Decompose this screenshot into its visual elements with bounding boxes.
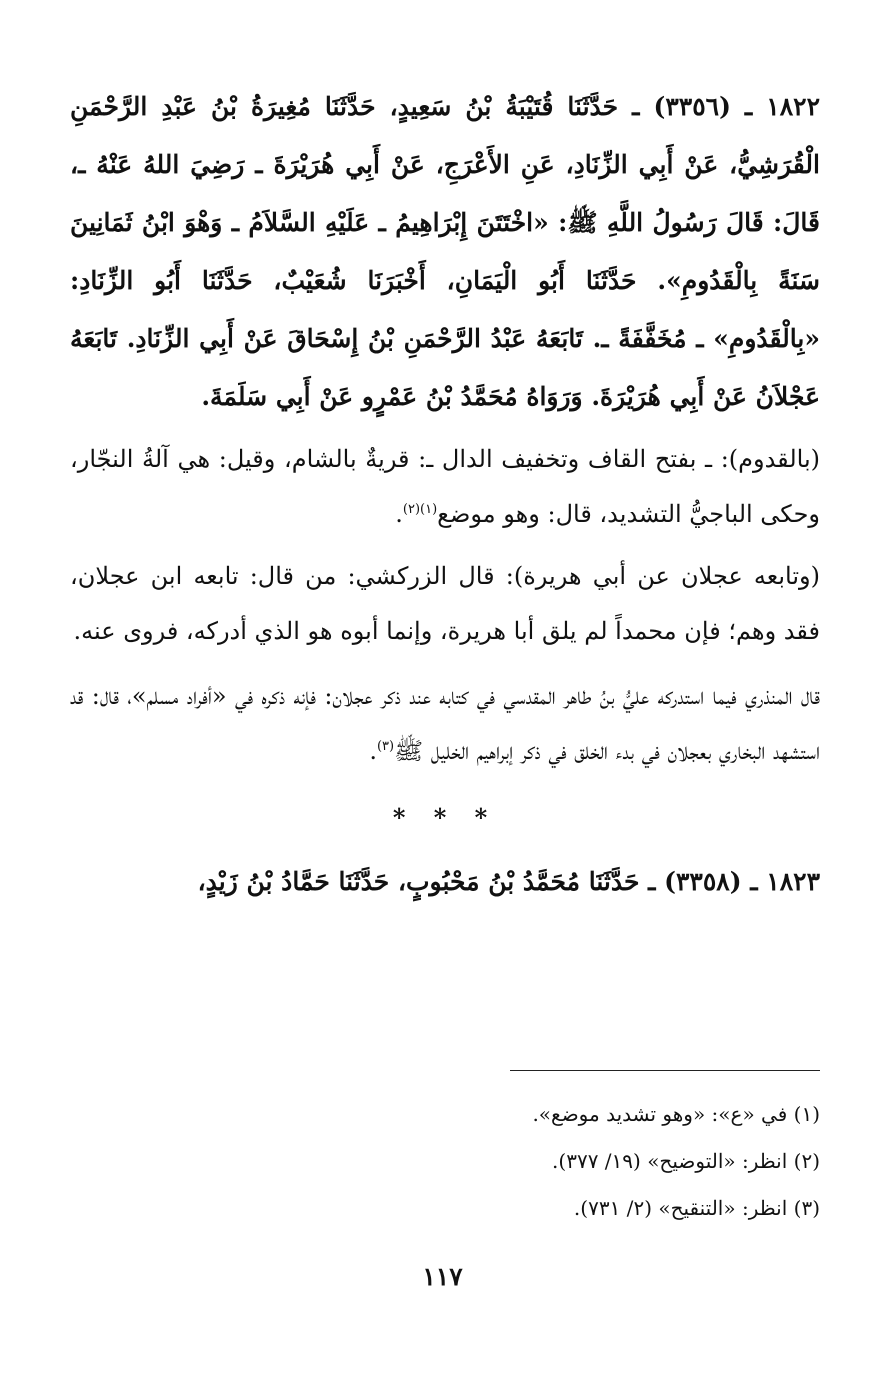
- page-number: ١١٧: [422, 1262, 463, 1291]
- commentary-paragraph-2: (وتابعه عجلان عن أبي هريرة): قال الزركشي: من قال: تابعه ابن عجلان، فقد وهم؛ فإن محمداً لم يلق أبا هريرة، وإنما أبوه هو الذي أدركه، فروى عنه.: [70, 562, 820, 645]
- footnote-marker-1-2: (١)(٢): [402, 502, 438, 517]
- commentary-1-text: (بالقدوم): ـ بفتح القاف وتخفيف الدال ـ: قريةٌ بالشام، وقيل: هي آلةُ النجّار، وحكى الباجيُّ التشديد، قال: وهو موضع: [70, 445, 820, 528]
- footnote-3: (٣) انظر: «التنقيح» (٢/ ٧٣١).: [573, 1196, 820, 1220]
- footnote-divider: [510, 1070, 820, 1071]
- hadith-1823-text: ١٨٢٣ ـ (٣٣٥٨) ـ حَدَّثَنَا مُحَمَّدُ بْنُ مَحْبُوبٍ، حَدَّثَنَا حَمَّادُ بْنُ زَيْدٍ،: [197, 867, 820, 896]
- commentary-3-text: قال المنذري فيما استدركه عليُّ بنُ طاهر المقدسي في كتابه عند ذكر عجلان: فإنه ذكره في «أفراد مسلم»، قال: قد استشهد البخاري بعجلان في بدء الخلق في ذكر إبراهيم الخليل ﷺ: [70, 682, 820, 765]
- footnote-marker-3: (٣): [376, 739, 395, 754]
- commentary-paragraph-1: [70, 432, 820, 542]
- commentary-paragraph-3: [70, 669, 820, 779]
- section-separator: * * *: [392, 803, 498, 832]
- commentary-1-tail: .: [395, 500, 403, 528]
- footnote-2: (٢) انظر: «التوضيح» (١٩/ ٣٧٧).: [552, 1149, 820, 1173]
- footnotes: [70, 1091, 820, 1232]
- hadith-1822-text: ١٨٢٢ ـ (٣٣٥٦) ـ حَدَّثَنَا قُتَيْبَةُ بْنُ سَعِيدٍ، حَدَّثَنَا مُغِيرَةُ بْنُ عَبْدِ الرَّحْمَنِ الْقُرَشِيُّ، عَنْ أَبِي الزِّنَادِ، عَنِ الأَعْرَجِ، عَنْ أَبِي هُرَيْرَةَ ـ رَضِيَ اللهُ عَنْهُ ـ، قَالَ: قَالَ رَسُولُ اللَّهِ ﷺ: «اخْتَتَنَ إِبْرَاهِيمُ ـ عَلَيْهِ السَّلاَمُ ـ وَهْوَ ابْنُ ثَمَانِينَ سَنَةً بِالْقَدُومِ». حَدَّثَنَا أَبُو الْيَمَانِ، أَخْبَرَنَا شُعَيْبٌ، حَدَّثَنَا أَبُو الزِّنَادِ: «بِالْقَدُومِ» ـ مُخَفَّفَةً ـ. تَابَعَهُ عَبْدُ الرَّحْمَنِ بْنُ إِسْحَاقَ عَنْ أَبِي الزِّنَادِ. تَابَعَهُ عَجْلاَنُ عَنْ أَبِي هُرَيْرَةَ. وَرَوَاهُ مُحَمَّدُ بْنُ عَمْرٍو عَنْ أَبِي سَلَمَةَ.: [70, 92, 820, 411]
- footnote-1: (١) في «ع»: «وهو تشديد موضع».: [532, 1102, 820, 1126]
- page-body: [70, 78, 820, 1220]
- commentary-3-tail: .: [369, 737, 377, 765]
